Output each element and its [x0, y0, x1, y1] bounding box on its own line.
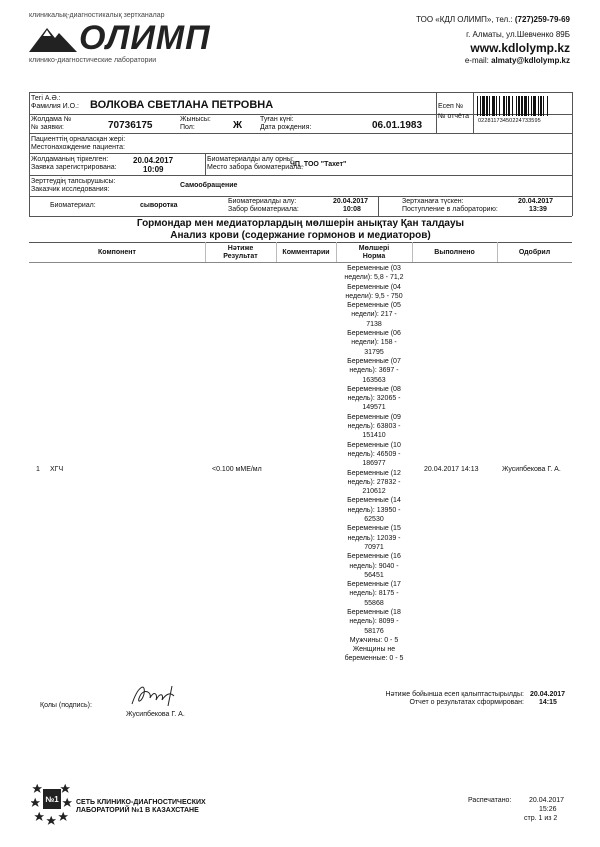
norm-line: Беременные (17 [347, 581, 401, 589]
received-date: 20.04.2017 [518, 198, 554, 205]
norm-line: недель): 8099 - [349, 618, 399, 626]
registered-label-kz: Жолдаманың тіркелген: [31, 156, 109, 163]
norm-line: 151410 [362, 432, 386, 440]
collected-label-ru: Забор биоматериала: [228, 206, 299, 213]
referral-label-ru: № заявки: [31, 124, 64, 131]
received-label-kz: Зертханаға түскен: [402, 198, 464, 205]
row-result: <0.100 мМЕ/мл [212, 466, 262, 473]
mountain-logo-icon [29, 24, 77, 54]
network-line-1: СЕТЬ КЛИНИКО-ДИАГНОСТИЧЕСКИХ [76, 799, 206, 806]
norm-line: 186977 [362, 460, 386, 468]
col-result-kz: Нәтиже [227, 245, 254, 252]
biomaterial-label: Биоматериал: [50, 202, 96, 209]
norm-line: недель): 12039 - [347, 534, 401, 542]
report-label-ru: № отчёта [438, 113, 469, 120]
logo-tagline-ru: клинико-диагностические лаборатории [29, 57, 157, 64]
received-time: 13:39 [529, 206, 547, 213]
norm-line: недель): 32065 - [347, 395, 401, 403]
registered-label-ru: Заявка зарегистрирована: [31, 164, 117, 171]
norm-line: недели): 217 - [351, 311, 397, 319]
formed-label-ru: Отчет о результатах сформирован: [409, 699, 524, 706]
norm-line: 70971 [364, 543, 384, 551]
norm-line: недель): 46509 - [347, 450, 401, 458]
norm-line: недель): 9040 - [349, 562, 399, 570]
row-number: 1 [36, 466, 40, 473]
svg-text:№1: №1 [45, 795, 59, 804]
norm-line: недель): 8175 - [349, 590, 399, 598]
registered-date: 20.04.2017 [133, 156, 174, 165]
location-label-ru: Местонахождение пациента: [31, 144, 125, 151]
formed-date: 20.04.2017 [530, 691, 566, 698]
norm-line: Беременные (18 [347, 608, 401, 616]
company-logo [29, 12, 229, 66]
company-name: ТОО «КДЛ ОЛИМП», тел.: [416, 15, 515, 24]
signature-name: Жусипбекова Г. А. [126, 711, 185, 718]
registered-time: 10:09 [143, 165, 164, 174]
printed-label: Распечатано: [468, 797, 512, 804]
collected-label-kz: Биоматериалды алу: [228, 198, 297, 205]
row-done: 20.04.2017 14:13 [424, 466, 479, 473]
collected-time: 10:08 [343, 206, 361, 213]
patient-name: ВОЛКОВА СВЕТЛАНА ПЕТРОВНА [90, 99, 274, 111]
sex-label-ru: Пол: [180, 124, 195, 131]
network-line-2: ЛАБОРАТОРИЙ №1 В КАЗАХСТАНЕ [76, 807, 199, 814]
report-label-kz: Есеп № [438, 103, 464, 110]
referral-number: 70736175 [108, 120, 153, 131]
company-contacts [416, 15, 570, 24]
norm-line: 55868 [364, 599, 384, 607]
biomaterial: сыворотка [140, 202, 178, 209]
norm-line: недель): 63803 - [347, 423, 401, 431]
formed-label-kz: Нәтиже бойынша есеп қалыптастырылды: [385, 691, 524, 698]
norm-line: Женщины не [352, 646, 396, 654]
referral-label-kz: Жолдама № [31, 116, 72, 123]
norm-line: 163563 [362, 376, 386, 384]
row-component: ХГЧ [50, 466, 64, 473]
norm-line: Беременные (10 [347, 441, 401, 449]
norm-line: недель): 27832 - [347, 478, 401, 486]
norm-line: недель): 13950 - [347, 506, 401, 514]
signature-label: Қолы (подпись): [40, 702, 92, 709]
birth-label-ru: Дата рождения: [260, 124, 312, 131]
printed-time: 15:26 [539, 806, 557, 813]
formed-time: 14:15 [539, 699, 557, 706]
norm-line: 7138 [366, 320, 382, 328]
report-title-ru: Анализ крови (содержание гормонов и медиаторов) [170, 230, 431, 241]
patient-birth: 06.01.1983 [372, 120, 423, 131]
row-approved: Жусипбекова Г. А. [502, 466, 561, 473]
norm-line: недели): 9,5 - 750 [345, 292, 403, 300]
collection-place-label-kz: Биоматериалды алу орны: [207, 156, 294, 163]
norm-line: недели): 158 - [351, 339, 397, 347]
norm-line: Беременные (07 [347, 357, 401, 365]
col-done: Выполнено [434, 249, 475, 256]
sex-label-kz: Жынысы: [180, 116, 211, 123]
col-comments: Комментарии [282, 249, 330, 256]
norm-line: Беременные (03 [347, 265, 401, 272]
printed-date: 20.04.2017 [529, 797, 565, 804]
norm-line: Мужчины: 0 - 5 [349, 636, 399, 644]
norm-line: Беременные (04 [347, 283, 401, 291]
email-label: e-mail: [464, 56, 492, 65]
page-number: стр. 1 из 2 [524, 815, 558, 822]
norm-line: 56451 [364, 571, 384, 579]
col-approved: Одобрил [518, 249, 551, 256]
norm-line: Беременные (12 [347, 469, 401, 477]
norm-line: Беременные (15 [347, 525, 401, 533]
norm-line: 149571 [362, 404, 386, 412]
logo-tagline-kz: клиникалық-диагностикалық зертханалар [29, 12, 165, 19]
location-label-kz: Пациенттің орналасқан жері: [31, 136, 126, 143]
customer: Самообращение [180, 182, 238, 189]
norm-line: беременные: 0 - 5 [344, 655, 404, 663]
logo-text: ОЛИМП [79, 19, 211, 57]
collected-date: 20.04.2017 [333, 198, 369, 205]
report-title-kz: Гормондар мен медиаторлардың мөлшерін анықтау Қан талдауы [136, 218, 465, 229]
norm-line: недели): 5,8 - 71,2 [344, 274, 404, 282]
col-component: Компонент [98, 249, 136, 256]
collection-place: ЧП_ТОО "Тахет" [290, 161, 347, 168]
norm-line: Беременные (09 [347, 413, 401, 421]
norm-line: Беременные (06 [347, 330, 401, 338]
norm-line: Беременные (05 [347, 302, 401, 310]
company-email[interactable]: almaty@kdlolymp.kz [491, 56, 570, 65]
norm-line: 58176 [364, 627, 384, 635]
collection-place-label-ru: Место забора биоматериала: [207, 164, 304, 171]
name-label-ru: Фамилия И.О.: [31, 103, 79, 110]
norm-line: 210612 [362, 488, 386, 496]
award-badge-icon [31, 781, 73, 825]
company-website[interactable]: www.kdlolymp.kz [470, 41, 570, 55]
birth-label-kz: Туған күні: [260, 116, 294, 123]
barcode-number: 02281173450224733595 [478, 118, 541, 124]
col-result-ru: Результат [223, 253, 258, 260]
company-address: г. Алматы, ул.Шевченко 89Б [466, 30, 570, 39]
norm-line: 31795 [364, 348, 384, 356]
received-label-ru: Поступление в лабораторию: [402, 206, 498, 213]
norm-line: недель): 3697 - [349, 367, 399, 375]
barcode-icon [477, 96, 569, 116]
norm-line: Беременные (08 [347, 385, 401, 393]
customer-label-ru: Заказчик исследования: [31, 186, 110, 193]
patient-sex: Ж [233, 120, 243, 131]
norm-line: 62530 [364, 516, 384, 524]
norm-line: Беременные (16 [347, 553, 401, 561]
customer-label-kz: Зерттеудің тапсырушысы: [31, 178, 116, 185]
company-email-line [465, 56, 570, 65]
row-norm [336, 264, 412, 664]
col-norm-kz: Мөлшері [358, 245, 390, 252]
company-phone: (727)259-79-69 [514, 15, 570, 24]
norm-line: Беременные (14 [347, 497, 401, 505]
col-norm-ru: Норма [362, 253, 386, 260]
name-label-kz: Тегі А.Ә.: [31, 95, 61, 102]
handwritten-signature [128, 678, 188, 710]
